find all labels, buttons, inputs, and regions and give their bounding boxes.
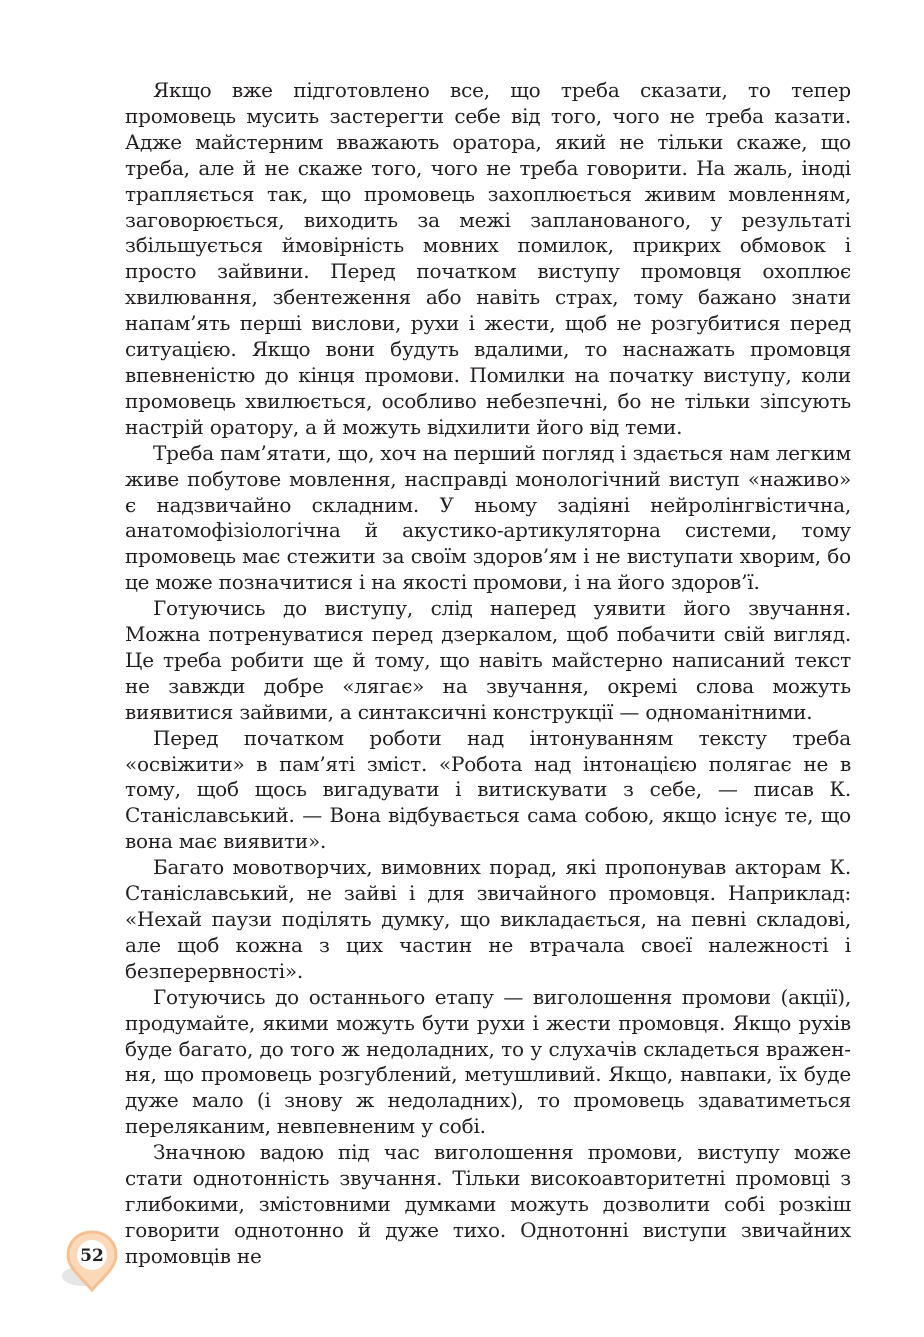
page-number: 52 [80, 1246, 104, 1266]
paragraph: Треба пам’ятати, що, хоч на перший погляд і здається нам легким живе побутове мовлення, насправді монологічний виступ «наживо» є надзвичайно складним. У ньому задіяні нейролінгвістична, анатомофізіологічна й акустико-артикуляторна системи, тому промовець має стежити за своїм здоров’ям і не виступати хворим, бо це може позначитися і на якості промови, і на його здоров’ї. [125, 440, 851, 595]
body-text [125, 78, 851, 1270]
page-marker [62, 1228, 142, 1298]
paragraph: Готуючись до виступу, слід наперед уявити його звучання. Можна потренуватися перед дзеркалом, щоб побачити свій вигляд. Це треба робити ще й тому, що навіть майстерно написаний текст не завжди добре «лягає» на звучання, окремі слова можуть виявитися зайвими, а синтаксичні конструкції — одноманітними. [125, 596, 851, 724]
paragraph: Перед початком роботи над інтонуванням тексту треба «освіжити» в пам’яті зміст. «Робота над інтонацією полягає не в тому, щоб щось вигадувати і витискувати з себе, — писав К. Станіславський. — Вона відбувається сама собою, якщо існує те, що вона має виявити». [125, 725, 851, 854]
paragraph: Багато мовотворчих, вимовних порад, які пропонував акторам К. Станіславський, не зайві і для звичайного промовця. Наприклад: «Нехай паузи поділять думку, що викладається, на певні складові, але щоб кожна з цих частин не втрачала своєї належності і безперервності». [125, 855, 851, 983]
paragraph: Значною вадою під час виголошення промови, виступу може стати однотонність звучання. Тільки високоавторитетні промовці з глибокими, змістовними думками можуть дозволити собі розкіш говорити однотонно й дуже тихо. Однотонні виступи звичайних промовців не [125, 1140, 851, 1268]
paragraph: Якщо вже підготовлено все, що треба сказати, то тепер промовець мусить застерегти себе від того, чого не треба казати. Адже майстерним вважають оратора, який не тільки скаже, що треба, але й не скаже того, чого не треба говорити. На жаль, іноді трапляється так, що промовець захоплюється живим мовленням, заговорюється, виходить за межі запланованого, у результаті збільшується ймовірність мовних помилок, прикрих обмовок і просто зайвини. Перед початком виступу промовця охоплює хвилювання, збентеження або навіть страх, тому бажано знати напам’ять перші вислови, рухи і жести, щоб не розгубитися перед ситуацією. Якщо вони будуть вдалими, то наснажать промовця впевненістю до кінця промови. Помилки на початку виступу, коли промовець хвилюється, особливо небезпечні, бо не тільки зіпсують настрій оратору, а й можуть відхилити його від теми. [125, 78, 851, 439]
paragraph: Готуючись до останнього етапу — виголошення промови (акції), продумайте, якими можуть бути рухи і жести промовця. Якщо рухів буде багато, до того ж недоладних, то у слухачів складеться враження, що промовець розгублений, метушливий. Якщо, навпаки, їх буде дуже мало (і знову ж недоладних), то промовець здаватиметься переляканим, невпевненим у собі. [125, 984, 851, 1139]
